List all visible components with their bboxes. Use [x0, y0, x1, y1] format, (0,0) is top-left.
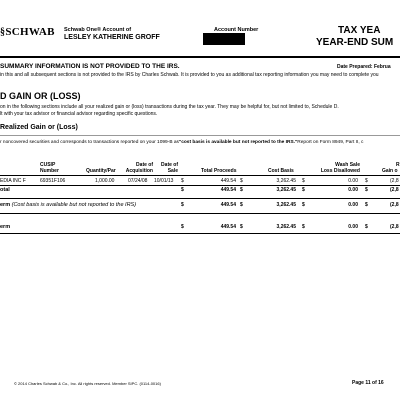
- cost-basis-cell: 3,262.45: [276, 178, 296, 184]
- term2-wash-sale: 0.00: [348, 224, 358, 230]
- col-header-date-acquired: Date of Acquisition: [125, 162, 153, 174]
- cusip-cell: 69351F106: [40, 178, 66, 184]
- account-holder-name: LESLEY KATHERINE GROFF: [64, 34, 160, 41]
- currency-symbol: $: [365, 224, 368, 230]
- currency-symbol: $: [240, 187, 243, 193]
- header-rule: [0, 56, 400, 58]
- currency-symbol: $: [181, 224, 184, 230]
- currency-symbol: $: [240, 202, 243, 208]
- currency-symbol: $: [365, 202, 368, 208]
- currency-symbol: $: [302, 202, 305, 208]
- total-gain: (2,8: [390, 187, 399, 193]
- total-proceeds: 449.54: [220, 187, 236, 193]
- gain-cell: (2,8: [390, 178, 399, 184]
- term-rule: [0, 213, 400, 214]
- quantity-cell: 1,000.00: [95, 178, 115, 184]
- total-wash-sale: 0.00: [348, 187, 358, 193]
- summary-text: in this and all subsequent sections is not provided to the IRS by Charles Schwab. It is provided to you as additional tax reporting information you may need to complete you: [0, 72, 379, 78]
- date-acquired-cell: 07/24/08: [128, 178, 148, 184]
- redacted-account-number: [203, 33, 245, 45]
- total-rule: [0, 198, 400, 199]
- term2-gain: (2,8: [390, 224, 399, 230]
- term-label: erm (Cost basis is available but not reported to the IRS): [0, 202, 137, 208]
- currency-symbol: $: [302, 187, 305, 193]
- doc-title-line2: YEAR-END SUM: [316, 37, 394, 48]
- term2-label: erm: [0, 224, 11, 230]
- total-cost-basis: 3,262.45: [276, 187, 296, 193]
- currency-symbol: $: [181, 187, 184, 193]
- summary-title: SUMMARY INFORMATION IS NOT PROVIDED TO THE IRS.: [0, 63, 180, 70]
- currency-symbol: $: [365, 178, 368, 184]
- col-header-date-sale: Date of Sale: [161, 162, 178, 174]
- term-proceeds: 449.54: [220, 202, 236, 208]
- col-header-quantity: Quantity/Par: [86, 168, 116, 174]
- section-note: r noncovered securities and corresponds to transactions reported on your 1099-B as"cost basis is available but not reported to the IRS."Report on Form 8949, Part II, c: [0, 140, 364, 145]
- currency-symbol: $: [240, 224, 243, 230]
- section-rule: [0, 135, 400, 136]
- currency-symbol: $: [240, 178, 243, 184]
- currency-symbol: $: [302, 224, 305, 230]
- page-number: Page 11 of 16: [352, 380, 384, 386]
- gain-loss-title: D GAIN OR (LOSS): [0, 91, 81, 101]
- brand-logo: §SCHWAB: [0, 26, 55, 38]
- security-name: EDIA INC F: [0, 178, 26, 184]
- col-header-cost-basis: Cost Basis: [268, 168, 294, 174]
- account-of-label: Schwab One® Account of: [64, 27, 132, 33]
- total-label: otal: [0, 187, 10, 193]
- footer-copyright: © 2014 Charles Schwab & Co., Inc. All rights reserved. Member SIPC. (0114-0016): [14, 381, 161, 386]
- gain-loss-text-2: lt with your tax advisor or financial advisor regarding specific questions.: [0, 111, 158, 117]
- col-header-gain: R Gain o: [382, 162, 400, 174]
- currency-symbol: $: [365, 187, 368, 193]
- term-wash-sale: 0.00: [348, 202, 358, 208]
- term-cost-basis: 3,262.45: [276, 202, 296, 208]
- section-title: Realized Gain or (Loss): [0, 124, 78, 131]
- term2-cost-basis: 3,262.45: [276, 224, 296, 230]
- term2-proceeds: 449.54: [220, 224, 236, 230]
- table-header-rule: [0, 175, 400, 176]
- date-prepared: Date Prepared: Februa: [337, 64, 391, 70]
- currency-symbol: $: [302, 178, 305, 184]
- doc-title-line1: TAX YEA: [338, 25, 381, 36]
- currency-symbol: $: [181, 202, 184, 208]
- account-number-label: Account Number: [214, 27, 259, 33]
- term-gain: (2,8: [390, 202, 399, 208]
- row-rule: [0, 185, 400, 186]
- wash-sale-cell: 0.00: [348, 178, 358, 184]
- gain-loss-text-1: on in the following sections include all your realized gain or (loss) transactions during the tax year. They may be helpful for, but not limited to, Schedule D.: [0, 104, 339, 110]
- col-header-proceeds: Total Proceeds: [201, 168, 237, 174]
- date-sale-cell: 10/01/13: [154, 178, 174, 184]
- term2-rule: [0, 233, 400, 234]
- col-header-cusip: CUSIP Number: [40, 162, 59, 174]
- currency-symbol: $: [181, 178, 184, 184]
- col-header-wash-sale: Wash Sale Loss Disallowed: [320, 162, 360, 174]
- proceeds-cell: 449.54: [220, 178, 236, 184]
